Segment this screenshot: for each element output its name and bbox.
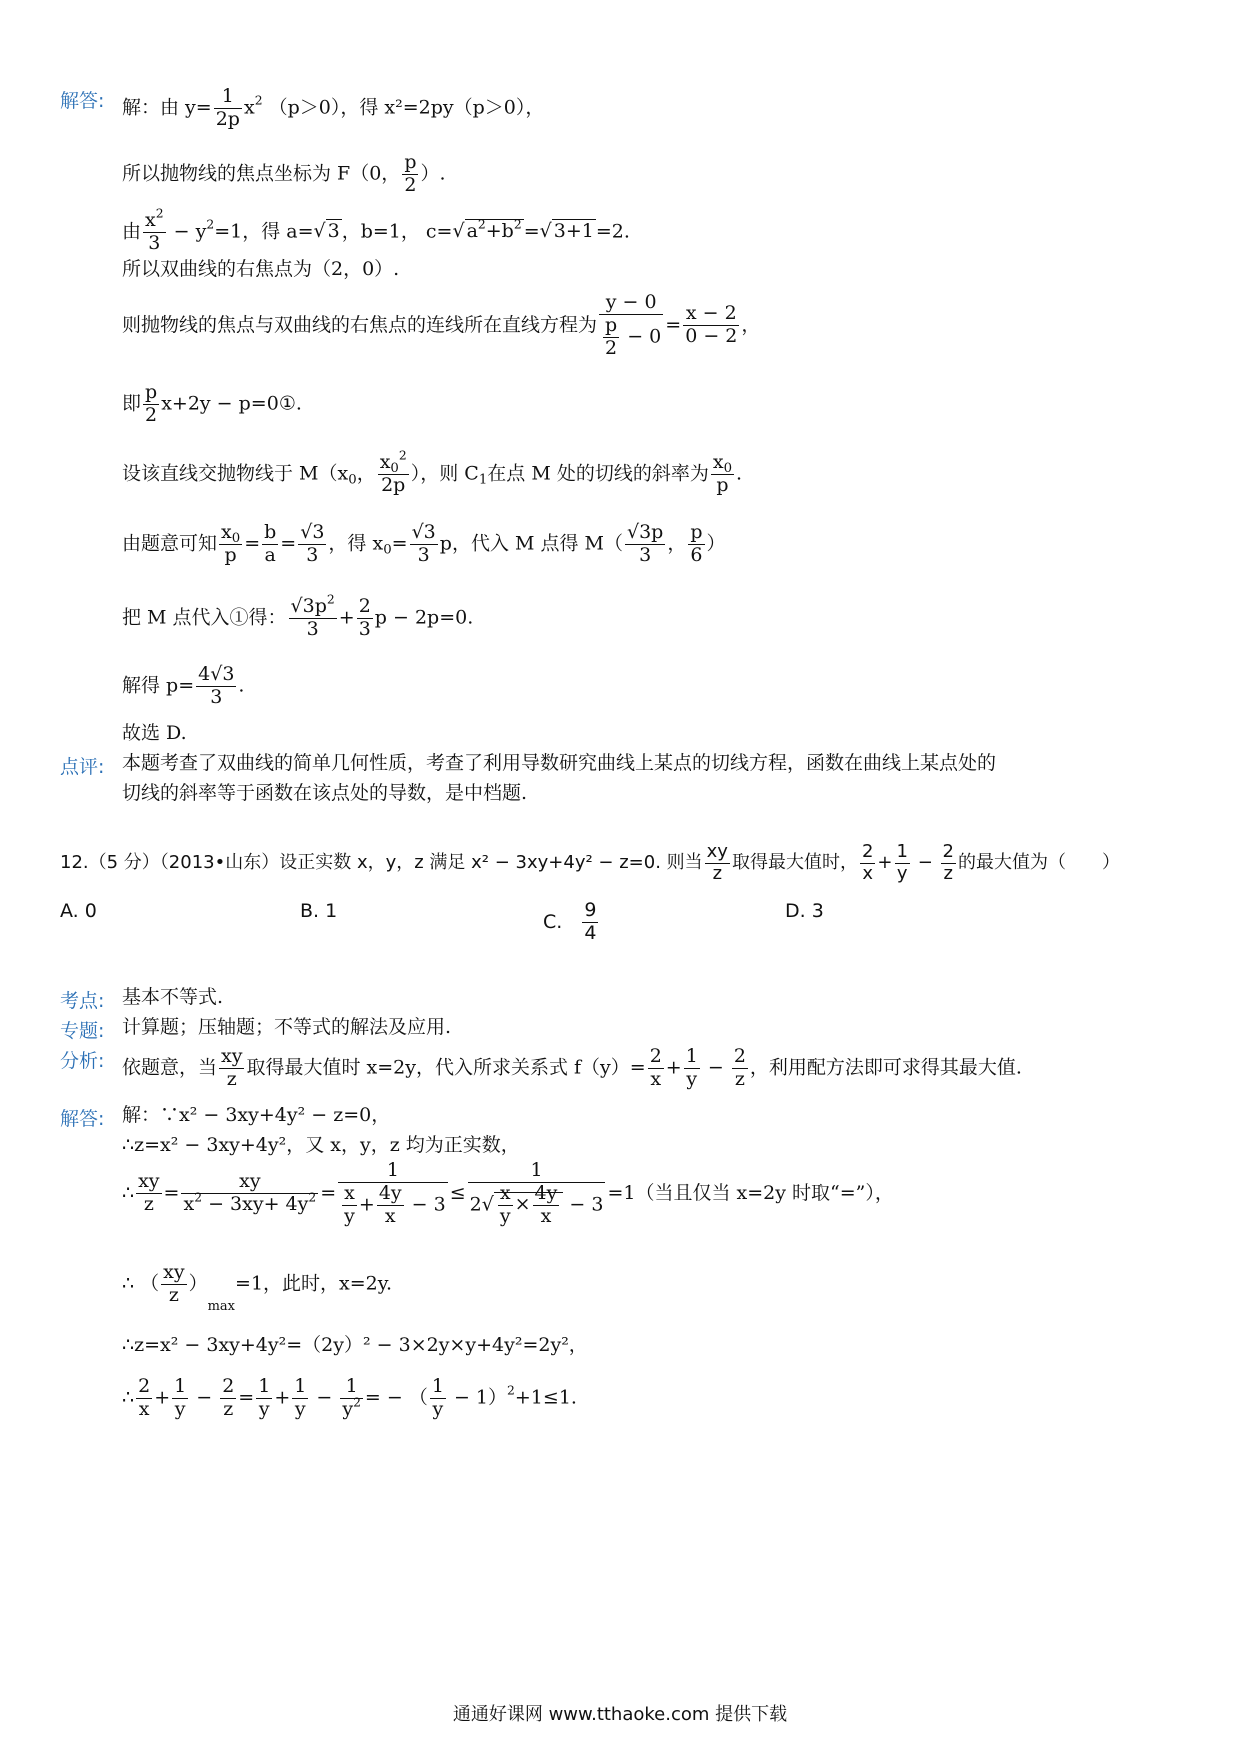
sol12-l4-post: =1，此时，x=2y. <box>235 1272 393 1295</box>
choice-c: C. $\frac{9}{4}$ <box>543 899 597 944</box>
fenxi-pre: 依题意，当 <box>122 1056 218 1079</box>
q12-stem-post: 的最大值为（ ） <box>957 852 1120 874</box>
choice-c-label: C. <box>543 910 563 933</box>
sol12-line3: ∴ $\frac{xy}{z}$ = $\frac{xy}{x^2 - 3xy+ 4y^2}$ = 1 $\frac{x}{y}$ + $\frac{4y}{x}$ − 3 ≤ 1 2√ $\frac{x}{y}$ × $\frac{4y}{x}$ − 3 =1（当且仅当 x=2y 时取“=”）， <box>122 1159 894 1227</box>
choice-d: D. 3 <box>785 900 824 922</box>
sol12-line4: ∴ （ $\frac{xy}{z}$ ）$_{max}=1$，此时，x=2y. <box>122 1261 393 1315</box>
sol11-l1-post: （p＞0），得 x²=2py（p＞0）， <box>268 96 545 119</box>
sol11-line5: 则抛物线的焦点与双曲线的右焦点的连线所在直线方程为 y − 0 $\frac{p}{2}$ − 0 = $\frac{x - 2}{0 - 2}$ ， <box>122 291 761 359</box>
fenxi-text: 依题意，当 $\frac{xy}{z}$ 取得最大值时 x=2y，代入所求关系式 f（y）= $\frac{2}{x}$ + $\frac{1}{y}$ − $\frac{2}{z}$ ，利用配方法即可求得其最大值. <box>122 1045 1022 1090</box>
label-fenxi: 分析: <box>60 1050 105 1072</box>
sol11-line1: 解：由 y= $\frac{1}{2p}$ $x^2$ （p＞0），得 x²=2py（p＞0）， <box>122 85 545 130</box>
sol12-line2: ∴z=x² − 3xy+4y²，又 x，y，z 均为正实数， <box>122 1134 520 1156</box>
frac-1-2p: $\frac{1}{2p}$ <box>215 85 240 130</box>
sol11-l1-pre: 解：由 <box>122 96 186 119</box>
sol12-l3-post: =1（当且仅当 x=2y 时取“=”）， <box>607 1181 894 1204</box>
footer-text: 通通好课网 www.tthaoke.com 提供下载 <box>452 1704 788 1725</box>
sol11-line9: 把 M 点代入①得： $\frac{√3p^2}{3}$ + $\frac{2}{3}$ p − 2p=0. <box>122 592 474 640</box>
q12-stem-pre: 12.（5 分）（2013•山东）设正实数 x，y，z 满足 x² − 3xy+4y² − z=0. 则当 <box>60 852 703 874</box>
zhuanti-text: 计算题；压轴题；不等式的解法及应用. <box>122 1016 452 1038</box>
q12-stem-mid: 取得最大值时， <box>731 852 858 874</box>
sol11-line8: 由题意可知 $\frac{x_0}{p}$ = $\frac{b}{a}$ = $\frac{√3}{3}$ ，得 $x_0=$ $\frac{√3}{3}$ p，代入 M 点得 M（ $\frac{√3p}{3}$ ， $\frac{p}{6}$ ） <box>122 521 726 566</box>
fenxi-post: ，利用配方法即可求得其最大值. <box>749 1056 1022 1079</box>
label-zhuanti: 专题: <box>60 1020 105 1042</box>
sol12-line1: 解：∵x² − 3xy+4y² − z=0， <box>122 1104 391 1126</box>
comment-line2: 切线的斜率等于函数在该点处的导数，是中档题. <box>122 782 528 804</box>
label-jieda2: 解答: <box>60 1108 105 1130</box>
sol12-line6: ∴ $\frac{2}{x}$ + $\frac{1}{y}$ − $\frac{2}{z}$ = $\frac{1}{y}$ + $\frac{1}{y}$ − $\frac{1}{y^2}$ = − （ $\frac{1}{y}$ − 1）$^2$+1≤1. <box>122 1375 577 1420</box>
label-kaodian: 考点: <box>60 990 105 1012</box>
sol11-line2: 所以抛物线的焦点坐标为 F（0， $\frac{p}{2}$ ）. <box>122 151 446 196</box>
sol12-line5: ∴z=x² − 3xy+4y²=（2y）² − 3×2y×y+4y²=2y²， <box>122 1334 588 1356</box>
sol11-l5-text: 则抛物线的焦点与双曲线的右焦点的连线所在直线方程为 <box>122 313 598 336</box>
sol11-line11: 故选 D. <box>122 722 187 744</box>
q12-stem: 12.（5 分）（2013•山东）设正实数 x，y，z 满足 x² − 3xy+4y² − z=0. 则当 $\frac{xy}{z}$ 取得最大值时， $\frac{2}{x}$ + $\frac{1}{y}$ − $\frac{2}{z}$ 的最大值为（ ） <box>60 841 1120 884</box>
choice-b: B. 1 <box>300 900 338 922</box>
sol11-line4: 所以双曲线的右焦点为（2，0）. <box>122 258 400 280</box>
label-jieda: 解答: <box>60 90 105 112</box>
sol11-line7: 设该直线交抛物线于 $M(x_0$， $\frac{x_0^2}{2p}$ ），则 $C_1$在点 M 处的切线的斜率为 $\frac{x_0}{p}$ . <box>122 448 743 496</box>
sol11-line6: 即 $\frac{p}{2}$ x+2y − p=0①. <box>122 381 302 426</box>
sol11-line3: 由 $\frac{x^2}{3}$ − $y^2=1$，得 a=√ 3 ，b=1， c=√ $a^2+b^2$ =√ 3+1 =2. <box>122 206 630 254</box>
choice-a: A. 0 <box>60 900 97 922</box>
fenxi-mid: 取得最大值时 x=2y，代入所求关系式 f（y）= <box>246 1056 646 1079</box>
sol11-line10: 解得 p= $\frac{4√3}{3}$ . <box>122 663 245 708</box>
kaodian-text: 基本不等式. <box>122 986 224 1008</box>
sol12-l6-post: +1≤1. <box>514 1386 577 1409</box>
comment-line1: 本题考查了双曲线的简单几何性质，考查了利用导数研究曲线上某点的切线方程，函数在曲线上某点处的 <box>122 752 997 774</box>
label-dianping: 点评: <box>60 756 105 778</box>
